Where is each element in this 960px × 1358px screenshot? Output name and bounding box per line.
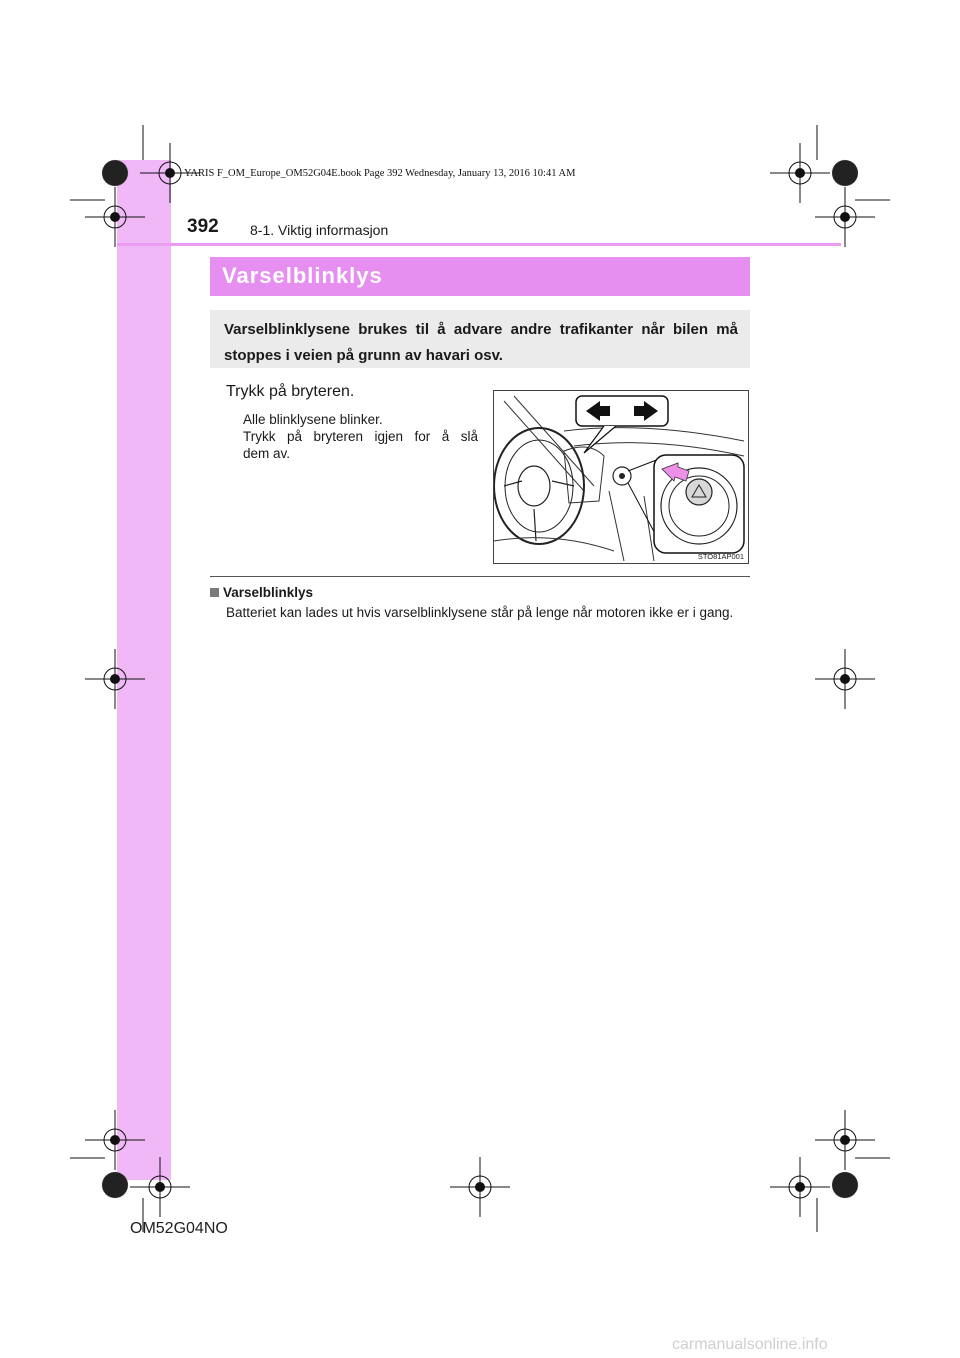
step-detail-line: Alle blinklysene blinker. <box>243 412 383 427</box>
step-details <box>243 411 478 462</box>
hazard-switch-illustration <box>493 390 749 564</box>
burst-mark-top-right <box>832 160 858 186</box>
reg-mark-right-lower <box>815 1110 875 1170</box>
intro-box <box>210 310 750 368</box>
chapter-title: 8-1. Viktig informasjon <box>250 222 389 238</box>
page-number: 392 <box>187 216 219 237</box>
book-file-header: YARIS F_OM_Europe_OM52G04E.book Page 392 Wednesday, January 13, 2016 10:41 AM <box>184 168 576 179</box>
step-instruction: Trykk på bryteren. <box>226 383 355 400</box>
reg-mark-left-upper <box>85 187 145 247</box>
dashboard-drawing <box>494 391 749 564</box>
manual-code: OM52G04NO <box>130 1220 228 1237</box>
note-title-text: Varselblinklys <box>223 585 314 600</box>
reg-mark-bottom-right <box>770 1157 830 1217</box>
figure-code: STO81AP001 <box>697 552 744 561</box>
watermark: carmanualsonline.info <box>672 1336 828 1353</box>
intro-text: Varselblinklysene brukes til å advare andre trafikanter når bilen må stoppes i veien på grunn av havari osv. <box>224 321 738 364</box>
reg-mark-right-middle <box>815 649 875 709</box>
hazard-button <box>686 479 712 505</box>
burst-mark-bottom-right <box>832 1172 858 1198</box>
step-detail-line: Trykk på bryteren igjen for å slå <box>243 429 478 444</box>
reg-mark-top-right <box>770 143 830 203</box>
burst-mark-top-left <box>102 160 128 186</box>
square-bullet-icon <box>210 588 219 597</box>
steering-wheel <box>494 428 584 544</box>
step-detail-line: dem av. <box>243 446 291 461</box>
reg-mark-bottom-center <box>450 1157 510 1217</box>
reg-mark-left-lower <box>85 1110 145 1170</box>
burst-mark-bottom-left <box>102 1172 128 1198</box>
section-divider <box>210 576 750 577</box>
reg-mark-left-middle <box>85 649 145 709</box>
header-rule <box>117 243 841 246</box>
section-title: Varselblinklys <box>222 263 383 288</box>
note-text: Batteriet kan lades ut hvis varselblinklysene står på lenge når motoren ikke er i gang. <box>226 605 734 620</box>
reg-mark-bottom-left <box>130 1157 190 1217</box>
note-heading <box>210 585 313 600</box>
reg-mark-right-upper <box>815 187 875 247</box>
section-title-bar <box>210 257 750 296</box>
